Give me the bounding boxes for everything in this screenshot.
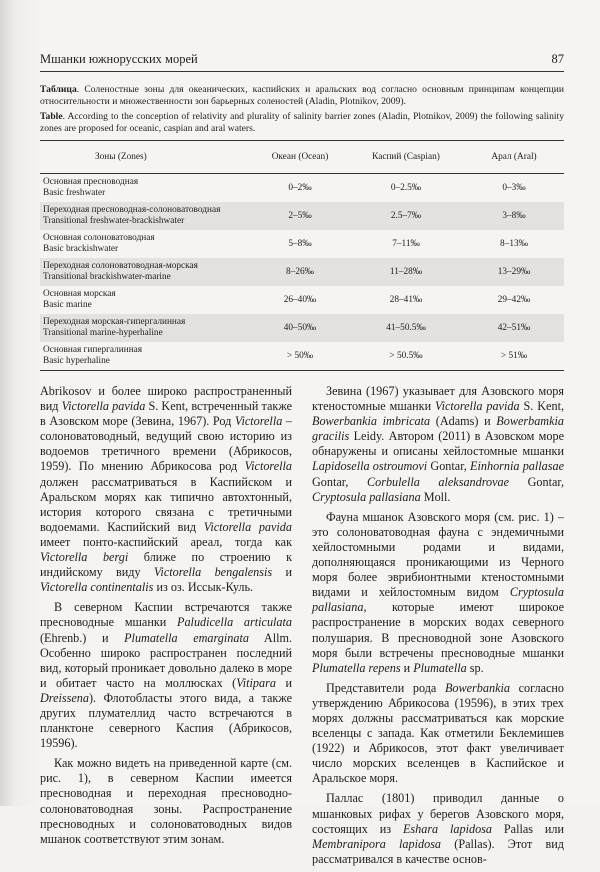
zone-name-en: Transitional brackishwater-marine xyxy=(43,272,171,282)
caption-en-text: . According to the conception of relativity and plurality of salinity barrier zones (Aladin, Plotnikov, 2009) the following salinity zones are proposed for oceanic, caspian and aral waters. xyxy=(40,111,564,134)
header-caspian: Каспий (Caspian) xyxy=(348,141,464,174)
text-run: , которые имеют широкое распространение в морских водах северного полушария. В пресноводной зоне Азовского моря были встречены пресноводные мшанки xyxy=(312,600,564,660)
zone-name-cell xyxy=(40,314,252,342)
caption-ru xyxy=(40,84,564,107)
species-name: Paludicella articulata xyxy=(177,615,292,630)
caspian-salinity-cell: 0–2.5‰ xyxy=(390,182,422,193)
header-zones: Зоны (Zones) xyxy=(40,141,252,174)
caption-ru-text: . Соленостные зоны для океанических, каспийских и аральских вод согласно основным принципам концепции относительности и множественности зон барьерных соленостей (Aladin, Plotnikov, 2009). xyxy=(40,84,564,107)
zone-name-cell xyxy=(40,202,252,230)
running-title: Мшанки южнорусских морей xyxy=(40,52,198,66)
ocean-salinity-cell: 40–50‰ xyxy=(252,314,348,342)
table-row xyxy=(40,314,564,342)
text-run: Gontar, xyxy=(509,474,565,489)
text-run: Паллас (1801) приводил данные о мшанковых рифах у берегов Азовского моря, состоящих из xyxy=(312,791,564,836)
ocean-salinity-cell: 8–26‰ xyxy=(252,258,348,286)
text-run: – солоноватоводный, ведущий свою историю из водоемов третичного времени (Абрикосов, 1959). По мнению Абрикосова род xyxy=(40,414,292,474)
species-name: Bowerbankia imbricata xyxy=(312,414,431,429)
text-run: sp. xyxy=(466,660,484,675)
aral-salinity-cell: > 51‰ xyxy=(464,342,564,371)
species-name: Victorella bergi xyxy=(40,550,129,565)
salinity-zones-table xyxy=(40,140,564,371)
zone-name-ru: Переходная морская-гипергалинная xyxy=(43,317,186,327)
table-row xyxy=(40,202,564,230)
species-name: Victorella xyxy=(244,459,292,474)
aral-salinity-cell: 29–42‰ xyxy=(497,294,531,305)
text-run: имеет понто-каспийский ареал, тогда как xyxy=(40,534,292,549)
zone-name-ru: Переходная солоноватоводная-морская xyxy=(43,261,198,271)
zone-name-ru: Переходная пресноводная-солоноватоводная xyxy=(43,205,221,215)
caption-en xyxy=(40,111,564,134)
table-row xyxy=(40,258,564,286)
text-run: согласно утверждению Абрикосова (19596), в этих трех морях должны рассматриваться как морские вселенцы с запада. Как отметили Беклемишев (1922) и Абрикосов, этот факт увеличивает число морских вселенцев в Каспийское и Аральское моря. xyxy=(312,680,564,786)
ocean-salinity-cell: 2–5‰ xyxy=(252,202,348,230)
species-name: Bowerbamkia gracilis xyxy=(312,414,564,444)
caspian-salinity-cell: 2.5–7‰ xyxy=(348,202,464,230)
text-run: (Ehrenb.) и xyxy=(40,630,125,645)
species-name: Bowerbankia xyxy=(444,680,510,695)
text-run: должен рассматриваться в Каспийском и Аральском морях как типично автохтонный, история которого связана с третичными водоемами. Каспийский вид xyxy=(40,474,292,534)
caption-en-label: Table xyxy=(40,111,63,123)
table-row xyxy=(40,174,564,203)
text-run: Abrikosov и более широко распространенный вид xyxy=(40,384,292,414)
caspian-salinity-cell: 28–41‰ xyxy=(389,294,423,305)
species-name: Vitipara xyxy=(236,675,276,690)
text-run: S. Kent, xyxy=(519,399,564,414)
zone-name-en: Basic brackishwater xyxy=(43,244,119,254)
zone-name-ru: Основная морская xyxy=(43,289,116,299)
text-run: и xyxy=(275,675,292,690)
text-run: и xyxy=(272,565,292,580)
text-run: и xyxy=(400,660,414,675)
text-run: (Pallas). Этот вид рассматривался в качестве основ- xyxy=(312,836,564,866)
left-column-paragraph xyxy=(40,600,292,751)
zone-name-ru: Основная пресноводная xyxy=(43,177,139,187)
species-name: Eshara lapidosa xyxy=(402,821,493,836)
zone-name-cell xyxy=(40,174,252,203)
zone-name-cell xyxy=(40,286,252,314)
caption-ru-label: Таблица xyxy=(40,84,77,95)
running-head xyxy=(40,52,564,67)
species-name: Victorella continentalis xyxy=(40,580,154,595)
species-name: Victorella pavida xyxy=(61,399,146,414)
right-column-paragraph xyxy=(312,510,564,676)
aral-salinity-cell: 8–13‰ xyxy=(500,238,528,249)
zone-name-en: Transitional marine-hyperhaline xyxy=(43,328,163,338)
ocean-salinity-cell: 0–2‰ xyxy=(288,182,312,193)
species-name: Plumatella xyxy=(413,660,467,675)
text-run: (Adams) и xyxy=(430,414,497,429)
page-number: 87 xyxy=(551,52,564,66)
ocean-salinity-cell: 26–40‰ xyxy=(283,294,317,305)
table-caption xyxy=(40,84,564,138)
caspian-salinity-cell: 7–11‰ xyxy=(392,238,420,249)
table-row xyxy=(40,286,564,314)
zone-name-en: Basic marine xyxy=(43,300,92,310)
aral-salinity-cell: 42–51‰ xyxy=(464,314,564,342)
caspian-salinity-cell: 41–50.5‰ xyxy=(348,314,464,342)
header-ocean: Океан (Ocean) xyxy=(252,141,348,174)
aral-salinity-cell: 0–3‰ xyxy=(502,182,526,193)
text-run: Gontar, xyxy=(312,474,367,489)
text-run: Зевина (1967) указывает для Азовского моря ктеностомные мшанки xyxy=(312,384,564,414)
zone-name-ru: Основная солоноватоводная xyxy=(43,233,155,243)
species-name: Membranipora lapidosa xyxy=(312,836,442,851)
species-name: Einhornia pallasae xyxy=(470,459,565,474)
text-run: Leidy. Автором (2011) в Азовском море обнаружены и описаны хейлостомные мшанки xyxy=(312,429,564,459)
right-column-text xyxy=(312,384,564,872)
zone-name-cell xyxy=(40,342,252,371)
right-column-paragraph xyxy=(312,681,564,787)
ocean-salinity-cell: 5–8‰ xyxy=(288,238,312,249)
table-header-row xyxy=(40,141,564,174)
table-row xyxy=(40,230,564,258)
species-name: Victorella pavida xyxy=(203,519,292,534)
aral-salinity-cell: 3–8‰ xyxy=(464,202,564,230)
species-name: Victorella pavida xyxy=(435,399,520,414)
zone-name-en: Basic hyperhaline xyxy=(43,356,110,366)
header-rule xyxy=(40,71,564,72)
text-run: Allm. Особенно широко распространен последний вид, который проникает довольно далеко в море и обитает часто на моллюсках ( xyxy=(40,630,292,690)
zone-name-en: Transitional freshwater-brackishwater xyxy=(43,216,185,226)
ocean-salinity-cell: > 50‰ xyxy=(252,342,348,371)
text-run: Представители рода xyxy=(326,680,445,695)
caspian-salinity-cell: > 50.5‰ xyxy=(348,342,464,371)
species-name: Lapidosella ostroumovi xyxy=(312,459,428,474)
zone-name-ru: Основная гипергалинная xyxy=(43,345,143,355)
text-run: Moll. xyxy=(420,489,451,504)
species-name: Corbulella aleksandrovae xyxy=(367,474,510,489)
text-run: ). Флотобласты этого вида, а также других плумателлид часто встречаются в планктоне северного Каспия (Абрикосов, 19596). xyxy=(40,690,292,751)
left-column-paragraph xyxy=(40,756,292,847)
zone-name-en: Basic freshwater xyxy=(43,188,106,198)
zone-name-cell xyxy=(40,230,252,258)
table-row xyxy=(40,342,564,371)
species-name: Cryptosula pallasiana xyxy=(312,489,421,504)
left-column-paragraph xyxy=(40,384,292,595)
text-run: из оз. Иссык-Куль. xyxy=(153,580,254,595)
species-name: Plumatella emarginata xyxy=(124,630,249,645)
header-aral: Арал (Aral) xyxy=(464,141,564,174)
text-run: ближе по строению к индийскому виду xyxy=(40,550,292,580)
species-name: Victorella bengalensis xyxy=(153,565,273,580)
right-column-paragraph xyxy=(312,791,564,866)
text-run: Фауна мшанок Азовского моря (см. рис. 1) – это солоноватоводная фауна с эндемичными хейлостомными родами и видами, дополняющаяся проникающими из Черного моря более эврибионтными ктеностомными видами и хейлостомным видом xyxy=(312,509,564,600)
left-column-text xyxy=(40,384,292,852)
table-body xyxy=(40,174,564,371)
right-column-paragraph xyxy=(312,384,564,505)
text-run: Gontar, xyxy=(427,459,471,474)
zone-name-cell xyxy=(40,258,252,286)
species-name: Dreissena xyxy=(40,690,89,705)
species-name: Cryptosula pallasiana xyxy=(312,585,564,615)
species-name: Plumatella repens xyxy=(312,660,401,675)
species-name: Victorella xyxy=(234,414,283,429)
text-run: Pallas или xyxy=(492,821,564,836)
aral-salinity-cell: 13–29‰ xyxy=(464,258,564,286)
text-run: S. Kent, встреченный также в Азовском море (Зевина, 1967). Род xyxy=(40,399,292,429)
text-run: В северном Каспии встречаются также пресноводные мшанки xyxy=(40,600,292,630)
caspian-salinity-cell: 11–28‰ xyxy=(348,258,464,286)
text-run: Как можно видеть на приведенной карте (см. рис. 1), в северном Каспии имеется пресноводная и переходная пресноводно-солоноватоводная зоны. Распространение пресноводных и солоноватоводных видов мшанок соответствуют этим зонам. xyxy=(40,756,292,846)
